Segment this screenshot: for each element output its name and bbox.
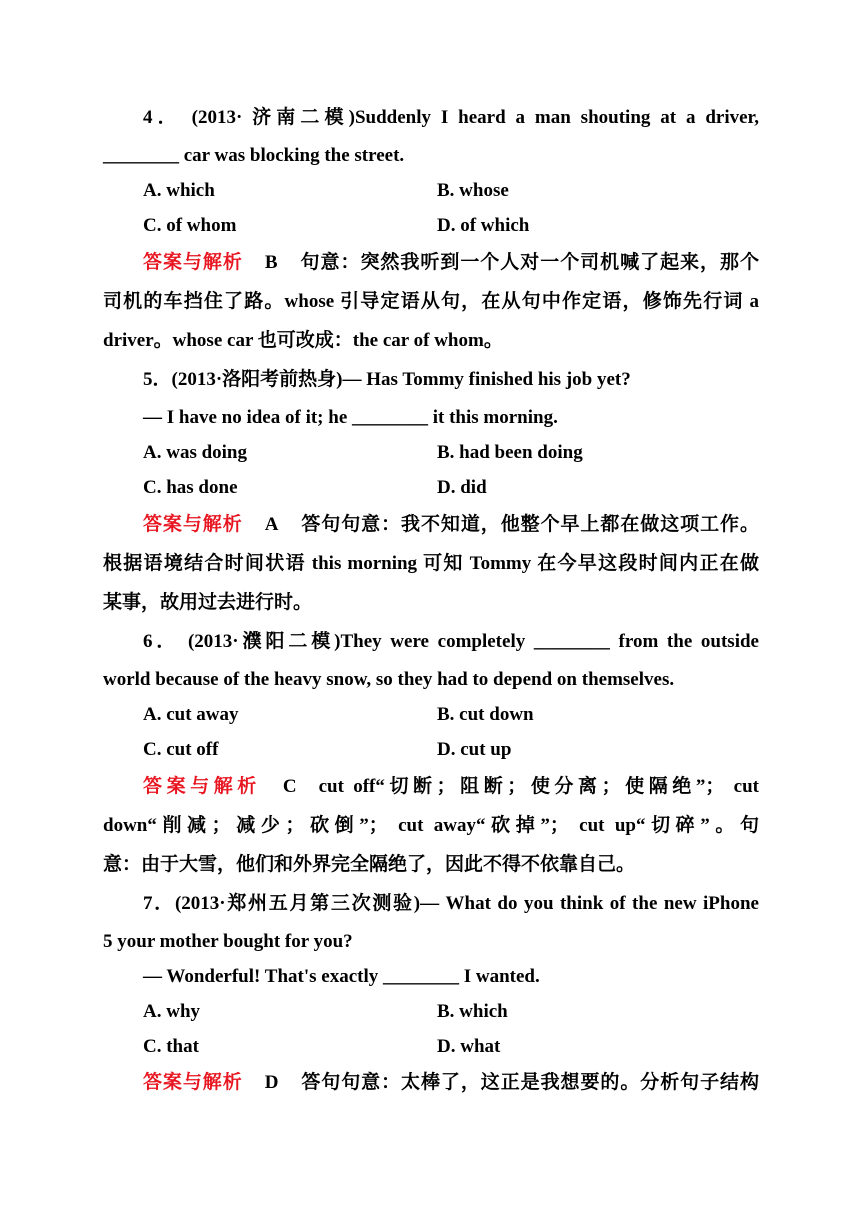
answer-key: D <box>264 1072 279 1093</box>
question-5-explanation-line-2: 根据语境结合时间状语 this morning 可知 Tommy 在今早这段时间内正在做 <box>103 553 759 574</box>
question-4-answer <box>143 251 759 275</box>
question-7-answer <box>143 1071 759 1095</box>
question-text: — What do you think of the new iPhone <box>420 893 759 914</box>
question-6-explanation-line-2: down“削减；减少；砍倒”； cut away“砍掉”； cut up“切碎”。句 <box>103 815 759 836</box>
question-number: 5． <box>143 369 172 390</box>
question-source: (2013· 济南二模) <box>191 107 355 128</box>
question-5-option-a: A. was doing <box>143 442 247 463</box>
question-5-option-d: D. did <box>437 477 487 498</box>
question-4-explanation-line-3: driver。whose car 也可改成：the car of whom。 <box>103 330 503 351</box>
question-text: Suddenly I heard a man shouting at a driver, <box>354 107 759 128</box>
answer-label: 答案与解析 <box>143 776 261 797</box>
question-7-stem-cont: 5 your mother bought for you? <box>103 931 353 952</box>
question-5-explanation-line-3: 某事，故用过去进行时。 <box>103 592 313 613</box>
question-4-option-d: D. of which <box>437 215 530 236</box>
answer-label: 答案与解析 <box>143 1072 243 1093</box>
question-text: They were completely ________ from the outside <box>340 631 759 652</box>
answer-explanation: 答句句意：我不知道，他整个早上都在做这项工作。 <box>300 514 759 535</box>
question-4-explanation-line-2: 司机的车挡住了路。whose 引导定语从句，在从句中作定语，修饰先行词 a <box>103 291 759 312</box>
question-number: 6． <box>143 631 180 652</box>
question-6-explanation-line-3: 意：由于大雪，他们和外界完全隔绝了，因此不得不依靠自己。 <box>103 854 636 875</box>
question-7-option-b: B. which <box>437 1001 508 1022</box>
answer-label: 答案与解析 <box>143 514 243 535</box>
question-text: — Has Tommy finished his job yet? <box>342 369 631 390</box>
question-6-option-a: A. cut away <box>143 704 239 725</box>
question-6-option-c: C. cut off <box>143 739 219 760</box>
question-5-option-c: C. has done <box>143 477 238 498</box>
question-number: 7． <box>143 893 175 914</box>
question-5-option-b: B. had been doing <box>437 442 583 463</box>
question-7-option-c: C. that <box>143 1036 199 1057</box>
question-6-answer <box>143 775 759 799</box>
answer-label: 答案与解析 <box>143 252 243 273</box>
question-6-option-d: D. cut up <box>437 739 512 760</box>
question-5-stem-cont: — I have no idea of it; he ________ it this morning. <box>143 407 558 428</box>
answer-key: B <box>264 252 278 273</box>
question-number: 4． <box>143 107 182 128</box>
question-4-option-a: A. which <box>143 180 215 201</box>
question-7-stem <box>143 892 759 916</box>
question-4-option-c: C. of whom <box>143 215 237 236</box>
question-4-option-b: B. whose <box>437 180 509 201</box>
question-7-option-d: D. what <box>437 1036 501 1057</box>
answer-explanation: 答句句意：太棒了，这正是我想要的。分析句子结构 <box>300 1072 759 1093</box>
question-source: (2013·郑州五月第三次测验) <box>174 893 421 914</box>
question-6-stem <box>143 630 759 654</box>
question-7-option-a: A. why <box>143 1001 201 1022</box>
question-4-stem <box>143 106 759 130</box>
question-source: (2013·濮阳二模) <box>187 631 341 652</box>
question-5-answer <box>143 513 759 537</box>
answer-key: A <box>264 514 279 535</box>
question-5-stem <box>143 368 759 392</box>
question-4-stem-cont: ________ car was blocking the street. <box>103 145 405 166</box>
answer-key: C <box>282 776 297 797</box>
question-source: (2013·洛阳考前热身) <box>171 369 343 390</box>
question-7-stem-reply: — Wonderful! That's exactly ________ I wanted. <box>143 966 540 987</box>
answer-explanation: 句意：突然我听到一个人对一个司机喊了起来，那个 <box>299 252 759 273</box>
answer-explanation: cut off“切断；阻断；使分离；使隔绝”； cut <box>318 776 759 797</box>
question-6-option-b: B. cut down <box>437 704 534 725</box>
question-6-stem-cont: world because of the heavy snow, so they had to depend on themselves. <box>103 669 675 690</box>
